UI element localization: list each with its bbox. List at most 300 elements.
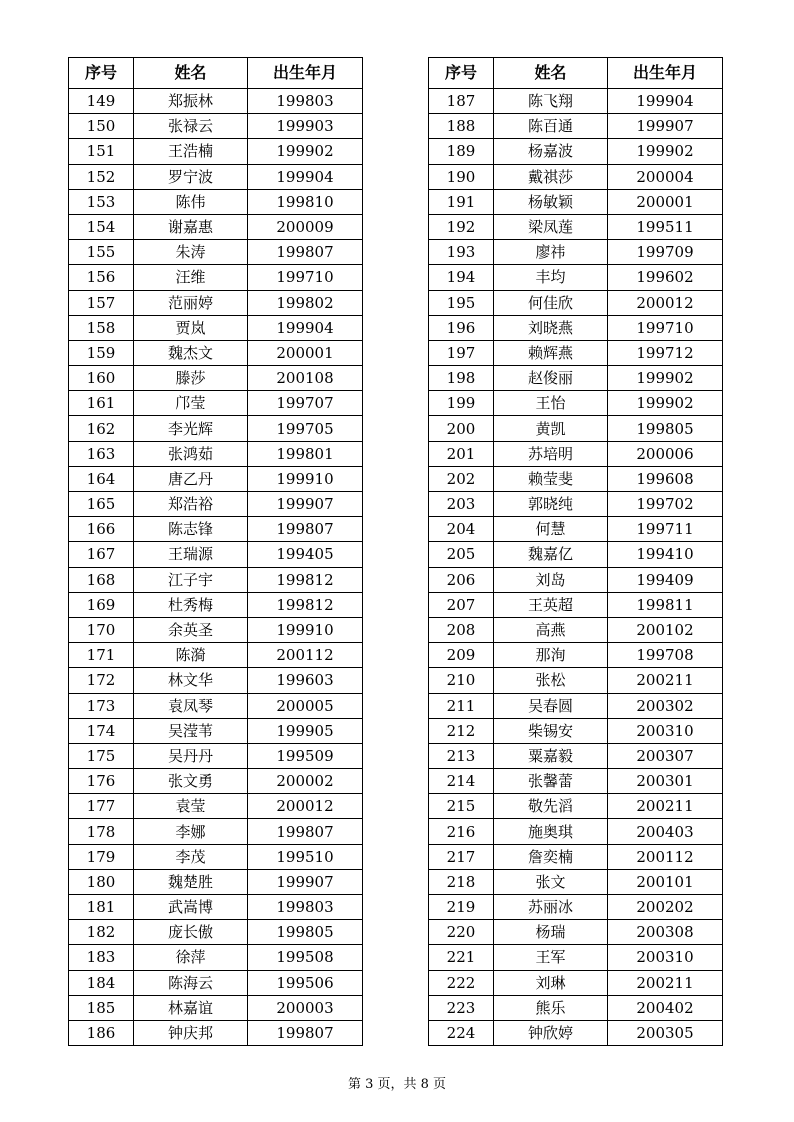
birth-cell: 199511 xyxy=(608,214,723,239)
birth-cell: 200211 xyxy=(608,668,723,693)
birth-cell: 199907 xyxy=(608,114,723,139)
birth-cell: 199907 xyxy=(248,869,363,894)
birth-cell: 199904 xyxy=(248,164,363,189)
name-cell: 吴丹丹 xyxy=(134,743,248,768)
birth-cell: 199904 xyxy=(248,315,363,340)
name-cell: 李茂 xyxy=(134,844,248,869)
seq-cell: 172 xyxy=(69,668,134,693)
birth-cell: 199807 xyxy=(248,240,363,265)
left-roster-table xyxy=(68,57,363,1046)
name-cell: 赖辉燕 xyxy=(494,340,608,365)
name-cell: 罗宁波 xyxy=(134,164,248,189)
table-row xyxy=(429,265,723,290)
birth-cell: 199902 xyxy=(608,391,723,416)
birth-cell: 200301 xyxy=(608,769,723,794)
name-cell: 邝莹 xyxy=(134,391,248,416)
birth-cell: 199910 xyxy=(248,617,363,642)
table-row xyxy=(429,290,723,315)
table-row xyxy=(429,366,723,391)
header-birth: 出生年月 xyxy=(608,58,723,89)
name-cell: 苏培明 xyxy=(494,441,608,466)
birth-cell: 199602 xyxy=(608,265,723,290)
name-cell: 王军 xyxy=(494,945,608,970)
name-cell: 陈志锋 xyxy=(134,517,248,542)
birth-cell: 199810 xyxy=(248,189,363,214)
table-row xyxy=(429,869,723,894)
table-row xyxy=(69,895,363,920)
seq-cell: 166 xyxy=(69,517,134,542)
seq-cell: 210 xyxy=(429,668,494,693)
table-row xyxy=(429,970,723,995)
table-row xyxy=(429,794,723,819)
seq-cell: 156 xyxy=(69,265,134,290)
name-cell: 贾岚 xyxy=(134,315,248,340)
birth-cell: 199712 xyxy=(608,340,723,365)
name-cell: 高燕 xyxy=(494,617,608,642)
table-row xyxy=(69,592,363,617)
seq-cell: 206 xyxy=(429,567,494,592)
birth-cell: 199509 xyxy=(248,743,363,768)
table-row xyxy=(69,240,363,265)
table-row xyxy=(69,769,363,794)
table-row xyxy=(69,214,363,239)
name-cell: 武嵩博 xyxy=(134,895,248,920)
table-row xyxy=(429,693,723,718)
table-row xyxy=(429,517,723,542)
table-row xyxy=(429,240,723,265)
name-cell: 余英圣 xyxy=(134,617,248,642)
seq-cell: 176 xyxy=(69,769,134,794)
seq-cell: 153 xyxy=(69,189,134,214)
birth-cell: 200403 xyxy=(608,819,723,844)
table-row xyxy=(69,492,363,517)
seq-cell: 154 xyxy=(69,214,134,239)
table-row xyxy=(429,315,723,340)
birth-cell: 200001 xyxy=(608,189,723,214)
table-header-row xyxy=(69,58,363,89)
birth-cell: 200002 xyxy=(248,769,363,794)
seq-cell: 165 xyxy=(69,492,134,517)
header-seq: 序号 xyxy=(69,58,134,89)
birth-cell: 199708 xyxy=(608,643,723,668)
table-row xyxy=(429,164,723,189)
seq-cell: 215 xyxy=(429,794,494,819)
table-row xyxy=(69,869,363,894)
seq-cell: 184 xyxy=(69,970,134,995)
table-row xyxy=(69,315,363,340)
table-row xyxy=(429,139,723,164)
table-row xyxy=(69,164,363,189)
table-row xyxy=(429,995,723,1020)
birth-cell: 199902 xyxy=(248,139,363,164)
seq-cell: 197 xyxy=(429,340,494,365)
birth-cell: 199508 xyxy=(248,945,363,970)
name-cell: 杨敏颖 xyxy=(494,189,608,214)
name-cell: 范丽婷 xyxy=(134,290,248,315)
birth-cell: 199904 xyxy=(608,89,723,114)
birth-cell: 200108 xyxy=(248,366,363,391)
birth-cell: 200001 xyxy=(248,340,363,365)
name-cell: 王瑞源 xyxy=(134,542,248,567)
birth-cell: 199709 xyxy=(608,240,723,265)
table-row xyxy=(69,1020,363,1045)
name-cell: 敬先滔 xyxy=(494,794,608,819)
table-row xyxy=(429,189,723,214)
table-row xyxy=(429,920,723,945)
table-row xyxy=(69,995,363,1020)
name-cell: 朱涛 xyxy=(134,240,248,265)
seq-cell: 181 xyxy=(69,895,134,920)
table-row xyxy=(69,416,363,441)
seq-cell: 178 xyxy=(69,819,134,844)
table-row xyxy=(69,668,363,693)
seq-cell: 179 xyxy=(69,844,134,869)
birth-cell: 199710 xyxy=(608,315,723,340)
seq-cell: 192 xyxy=(429,214,494,239)
birth-cell: 199811 xyxy=(608,592,723,617)
seq-cell: 155 xyxy=(69,240,134,265)
name-cell: 戴祺莎 xyxy=(494,164,608,189)
name-cell: 陈百通 xyxy=(494,114,608,139)
seq-cell: 173 xyxy=(69,693,134,718)
header-name: 姓名 xyxy=(494,58,608,89)
birth-cell: 199608 xyxy=(608,466,723,491)
birth-cell: 199710 xyxy=(248,265,363,290)
name-cell: 郑浩裕 xyxy=(134,492,248,517)
birth-cell: 199802 xyxy=(248,290,363,315)
seq-cell: 171 xyxy=(69,643,134,668)
seq-cell: 160 xyxy=(69,366,134,391)
name-cell: 谢嘉惠 xyxy=(134,214,248,239)
name-cell: 魏杰文 xyxy=(134,340,248,365)
seq-cell: 162 xyxy=(69,416,134,441)
birth-cell: 199510 xyxy=(248,844,363,869)
header-birth: 出生年月 xyxy=(248,58,363,89)
birth-cell: 199812 xyxy=(248,592,363,617)
name-cell: 刘岛 xyxy=(494,567,608,592)
birth-cell: 199603 xyxy=(248,668,363,693)
seq-cell: 198 xyxy=(429,366,494,391)
table-row xyxy=(69,139,363,164)
birth-cell: 199803 xyxy=(248,895,363,920)
table-row xyxy=(429,945,723,970)
seq-cell: 157 xyxy=(69,290,134,315)
table-row xyxy=(429,743,723,768)
table-row xyxy=(69,340,363,365)
name-cell: 林嘉谊 xyxy=(134,995,248,1020)
name-cell: 滕莎 xyxy=(134,366,248,391)
name-cell: 刘晓燕 xyxy=(494,315,608,340)
name-cell: 汪维 xyxy=(134,265,248,290)
table-row xyxy=(429,819,723,844)
name-cell: 粟嘉毅 xyxy=(494,743,608,768)
seq-cell: 175 xyxy=(69,743,134,768)
name-cell: 魏楚胜 xyxy=(134,869,248,894)
name-cell: 张馨蕾 xyxy=(494,769,608,794)
seq-cell: 188 xyxy=(429,114,494,139)
seq-cell: 214 xyxy=(429,769,494,794)
table-row xyxy=(69,693,363,718)
seq-cell: 185 xyxy=(69,995,134,1020)
birth-cell: 199705 xyxy=(248,416,363,441)
seq-cell: 224 xyxy=(429,1020,494,1045)
table-row xyxy=(429,492,723,517)
birth-cell: 200005 xyxy=(248,693,363,718)
birth-cell: 200004 xyxy=(608,164,723,189)
seq-cell: 223 xyxy=(429,995,494,1020)
table-row xyxy=(69,114,363,139)
seq-cell: 152 xyxy=(69,164,134,189)
seq-cell: 194 xyxy=(429,265,494,290)
seq-cell: 164 xyxy=(69,466,134,491)
birth-cell: 199910 xyxy=(248,466,363,491)
name-cell: 李光辉 xyxy=(134,416,248,441)
name-cell: 袁莹 xyxy=(134,794,248,819)
seq-cell: 195 xyxy=(429,290,494,315)
name-cell: 赵俊丽 xyxy=(494,366,608,391)
name-cell: 杜秀梅 xyxy=(134,592,248,617)
seq-cell: 158 xyxy=(69,315,134,340)
seq-cell: 196 xyxy=(429,315,494,340)
name-cell: 柴锡安 xyxy=(494,718,608,743)
birth-cell: 199902 xyxy=(608,366,723,391)
seq-cell: 187 xyxy=(429,89,494,114)
name-cell: 魏嘉亿 xyxy=(494,542,608,567)
table-row xyxy=(69,819,363,844)
name-cell: 徐萍 xyxy=(134,945,248,970)
birth-cell: 199805 xyxy=(608,416,723,441)
birth-cell: 200112 xyxy=(608,844,723,869)
birth-cell: 200003 xyxy=(248,995,363,1020)
birth-cell: 199711 xyxy=(608,517,723,542)
seq-cell: 161 xyxy=(69,391,134,416)
right-roster-table xyxy=(428,57,723,1046)
birth-cell: 200310 xyxy=(608,945,723,970)
name-cell: 王英超 xyxy=(494,592,608,617)
name-cell: 陈伟 xyxy=(134,189,248,214)
table-row xyxy=(429,844,723,869)
birth-cell: 199405 xyxy=(248,542,363,567)
name-cell: 熊乐 xyxy=(494,995,608,1020)
birth-cell: 200211 xyxy=(608,970,723,995)
birth-cell: 200112 xyxy=(248,643,363,668)
birth-cell: 199807 xyxy=(248,517,363,542)
name-cell: 廖祎 xyxy=(494,240,608,265)
table-row xyxy=(429,567,723,592)
birth-cell: 199812 xyxy=(248,567,363,592)
name-cell: 何佳欣 xyxy=(494,290,608,315)
name-cell: 陈海云 xyxy=(134,970,248,995)
table-row xyxy=(429,718,723,743)
header-seq: 序号 xyxy=(429,58,494,89)
seq-cell: 209 xyxy=(429,643,494,668)
table-row xyxy=(69,970,363,995)
table-row xyxy=(429,340,723,365)
table-row xyxy=(429,391,723,416)
table-row xyxy=(69,844,363,869)
seq-cell: 203 xyxy=(429,492,494,517)
table-row xyxy=(69,945,363,970)
name-cell: 张鸿茹 xyxy=(134,441,248,466)
name-cell: 李娜 xyxy=(134,819,248,844)
birth-cell: 200012 xyxy=(608,290,723,315)
name-cell: 何慧 xyxy=(494,517,608,542)
table-row xyxy=(429,89,723,114)
table-row xyxy=(429,214,723,239)
birth-cell: 200102 xyxy=(608,617,723,642)
seq-cell: 190 xyxy=(429,164,494,189)
seq-cell: 189 xyxy=(429,139,494,164)
seq-cell: 170 xyxy=(69,617,134,642)
seq-cell: 159 xyxy=(69,340,134,365)
birth-cell: 199702 xyxy=(608,492,723,517)
table-row xyxy=(429,416,723,441)
birth-cell: 200310 xyxy=(608,718,723,743)
table-row xyxy=(69,643,363,668)
table-row xyxy=(429,592,723,617)
birth-cell: 199506 xyxy=(248,970,363,995)
birth-cell: 200006 xyxy=(608,441,723,466)
seq-cell: 222 xyxy=(429,970,494,995)
table-row xyxy=(69,794,363,819)
seq-cell: 191 xyxy=(429,189,494,214)
seq-cell: 149 xyxy=(69,89,134,114)
name-cell: 袁凤琴 xyxy=(134,693,248,718)
table-row xyxy=(69,466,363,491)
seq-cell: 183 xyxy=(69,945,134,970)
table-row xyxy=(69,89,363,114)
name-cell: 那洵 xyxy=(494,643,608,668)
seq-cell: 186 xyxy=(69,1020,134,1045)
name-cell: 江子宇 xyxy=(134,567,248,592)
seq-cell: 199 xyxy=(429,391,494,416)
seq-cell: 220 xyxy=(429,920,494,945)
name-cell: 丰均 xyxy=(494,265,608,290)
table-row xyxy=(429,466,723,491)
seq-cell: 193 xyxy=(429,240,494,265)
seq-cell: 217 xyxy=(429,844,494,869)
table-row xyxy=(69,743,363,768)
birth-cell: 199801 xyxy=(248,441,363,466)
seq-cell: 212 xyxy=(429,718,494,743)
table-row xyxy=(69,391,363,416)
birth-cell: 200302 xyxy=(608,693,723,718)
name-cell: 郑振林 xyxy=(134,89,248,114)
table-row xyxy=(69,567,363,592)
name-cell: 杨嘉波 xyxy=(494,139,608,164)
table-row xyxy=(69,542,363,567)
seq-cell: 205 xyxy=(429,542,494,567)
page-footer: 第 3 页，共 8 页 xyxy=(347,1077,447,1092)
birth-cell: 200009 xyxy=(248,214,363,239)
birth-cell: 199902 xyxy=(608,139,723,164)
table-row xyxy=(69,517,363,542)
seq-cell: 201 xyxy=(429,441,494,466)
name-cell: 苏丽冰 xyxy=(494,895,608,920)
name-cell: 陈飞翔 xyxy=(494,89,608,114)
seq-cell: 182 xyxy=(69,920,134,945)
birth-cell: 199707 xyxy=(248,391,363,416)
table-row xyxy=(69,617,363,642)
seq-cell: 208 xyxy=(429,617,494,642)
seq-cell: 218 xyxy=(429,869,494,894)
name-cell: 吴春圆 xyxy=(494,693,608,718)
name-cell: 唐乙丹 xyxy=(134,466,248,491)
birth-cell: 200307 xyxy=(608,743,723,768)
seq-cell: 200 xyxy=(429,416,494,441)
table-row xyxy=(429,769,723,794)
name-cell: 钟欣婷 xyxy=(494,1020,608,1045)
birth-cell: 200305 xyxy=(608,1020,723,1045)
birth-cell: 199805 xyxy=(248,920,363,945)
name-cell: 詹奕楠 xyxy=(494,844,608,869)
seq-cell: 219 xyxy=(429,895,494,920)
birth-cell: 199410 xyxy=(608,542,723,567)
name-cell: 郭晓纯 xyxy=(494,492,608,517)
birth-cell: 199803 xyxy=(248,89,363,114)
seq-cell: 150 xyxy=(69,114,134,139)
birth-cell: 200308 xyxy=(608,920,723,945)
name-cell: 庞长傲 xyxy=(134,920,248,945)
birth-cell: 199903 xyxy=(248,114,363,139)
table-row xyxy=(69,290,363,315)
name-cell: 张文勇 xyxy=(134,769,248,794)
table-row xyxy=(429,617,723,642)
name-cell: 林文华 xyxy=(134,668,248,693)
birth-cell: 200402 xyxy=(608,995,723,1020)
birth-cell: 200211 xyxy=(608,794,723,819)
birth-cell: 199409 xyxy=(608,567,723,592)
table-row xyxy=(69,366,363,391)
seq-cell: 180 xyxy=(69,869,134,894)
seq-cell: 167 xyxy=(69,542,134,567)
name-cell: 钟庆邦 xyxy=(134,1020,248,1045)
table-row xyxy=(69,920,363,945)
birth-cell: 199807 xyxy=(248,1020,363,1045)
name-cell: 梁凤莲 xyxy=(494,214,608,239)
header-name: 姓名 xyxy=(134,58,248,89)
name-cell: 黄凯 xyxy=(494,416,608,441)
seq-cell: 202 xyxy=(429,466,494,491)
seq-cell: 177 xyxy=(69,794,134,819)
table-row xyxy=(69,441,363,466)
seq-cell: 174 xyxy=(69,718,134,743)
table-row xyxy=(429,895,723,920)
table-row xyxy=(429,668,723,693)
name-cell: 王浩楠 xyxy=(134,139,248,164)
table-row xyxy=(69,189,363,214)
seq-cell: 213 xyxy=(429,743,494,768)
name-cell: 陈漪 xyxy=(134,643,248,668)
table-row xyxy=(429,643,723,668)
table-row xyxy=(429,114,723,139)
name-cell: 张文 xyxy=(494,869,608,894)
birth-cell: 200012 xyxy=(248,794,363,819)
name-cell: 赖莹斐 xyxy=(494,466,608,491)
birth-cell: 199905 xyxy=(248,718,363,743)
birth-cell: 200202 xyxy=(608,895,723,920)
name-cell: 施奥琪 xyxy=(494,819,608,844)
seq-cell: 216 xyxy=(429,819,494,844)
table-row xyxy=(69,265,363,290)
birth-cell: 199807 xyxy=(248,819,363,844)
name-cell: 王怡 xyxy=(494,391,608,416)
name-cell: 刘琳 xyxy=(494,970,608,995)
seq-cell: 211 xyxy=(429,693,494,718)
name-cell: 杨瑞 xyxy=(494,920,608,945)
table-row xyxy=(429,1020,723,1045)
seq-cell: 204 xyxy=(429,517,494,542)
